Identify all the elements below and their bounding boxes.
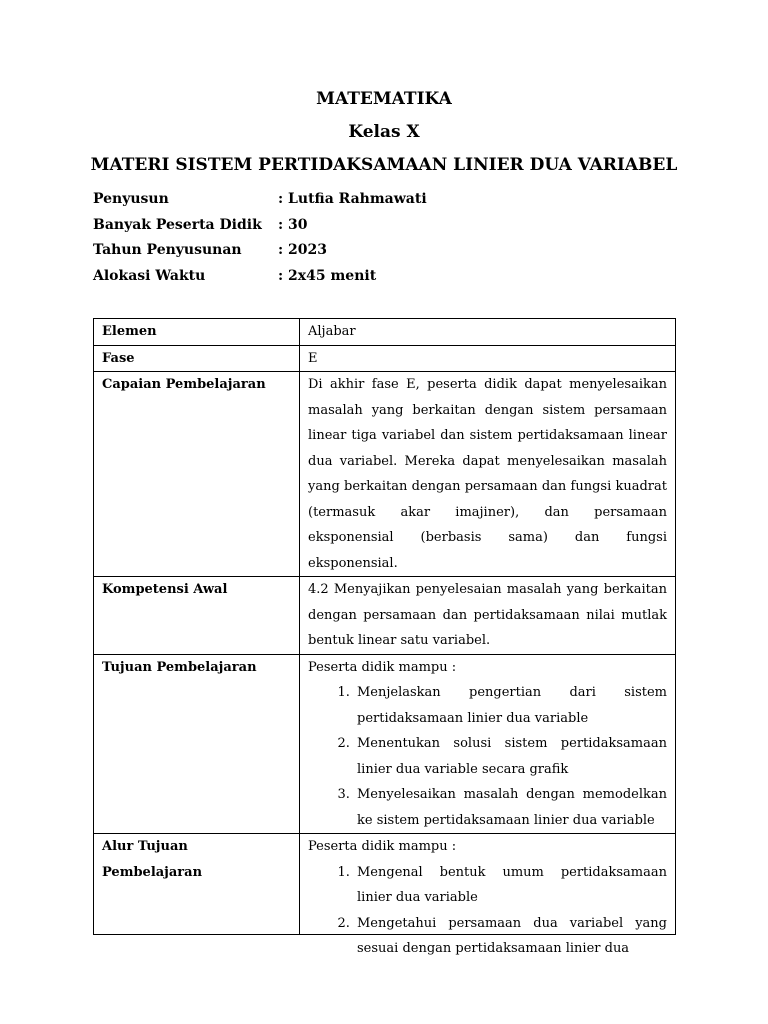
list-item: 1. Mengenal bentuk umum pertidaksamaan linier dua variable [354, 860, 667, 911]
row-value: 4.2 Menyajikan penyelesaian masalah yang berkaitan dengan persamaan dan pertidaksamaan nilai mutlak bentuk linear satu variabel. [300, 577, 676, 655]
row-label: Tujuan Pembelajaran [94, 654, 300, 834]
meta-block [93, 188, 427, 290]
topic-title: MATERI SISTEM PERTIDAKSAMAAN LINIER DUA VARIABEL [90, 155, 678, 175]
table-row [94, 834, 676, 935]
list-item: 2. Menentukan solusi sistem pertidaksamaan linier dua variable secara grafik [354, 731, 667, 782]
meta-row [93, 214, 427, 240]
flow-list [308, 860, 667, 962]
meta-row [93, 188, 427, 214]
row-value [300, 654, 676, 834]
subject-title: MATEMATIKA [316, 89, 452, 109]
table-row [94, 577, 676, 655]
class-title: Kelas X [348, 122, 420, 142]
row-label: Alur Tujuan Pembelajaran [94, 834, 300, 935]
list-intro: Peserta didik mampu : [308, 659, 457, 675]
table-row [94, 319, 676, 346]
meta-label: Tahun Penyusunan [93, 242, 242, 258]
table-row [94, 654, 676, 834]
meta-value: : Lutfia Rahmawati [278, 191, 427, 207]
row-label: Elemen [94, 319, 300, 346]
learning-table [93, 318, 676, 956]
cut-cell [308, 834, 667, 956]
meta-value: : 30 [278, 216, 308, 233]
row-value: Di akhir fase E, peserta didik dapat menyelesaikan masalah yang berkaitan dengan sistem persamaan linear tiga variabel dan sistem pertidaksamaan linear dua variabel. Mereka dapat menyelesaikan masalah yang berkaitan dengan persamaan dan fungsi kuadrat (termasuk akar imajiner), dan persamaan eksponensial (berbasis sama) dan fungsi eksponensial. [300, 372, 676, 577]
list-item: 3. Menyelesaikan masalah dengan memodelkan ke sistem pertidaksamaan linier dua variable [354, 782, 667, 833]
row-value: E [300, 345, 676, 372]
title-block [0, 86, 768, 185]
meta-label: Banyak Peserta Didik [93, 216, 262, 233]
meta-value: : 2023 [278, 242, 328, 258]
table-row [94, 345, 676, 372]
row-value: Aljabar [300, 319, 676, 346]
row-value [300, 834, 676, 956]
row-label: Kompetensi Awal [94, 577, 300, 655]
objective-list [308, 680, 667, 833]
meta-label: Alokasi Waktu [93, 267, 206, 284]
list-item: 2. Mengetahui persamaan dua variabel yang sesuai dengan pertidaksamaan linier dua [354, 911, 667, 962]
meta-label: Penyusun [93, 191, 169, 207]
row-label: Capaian Pembelajaran [94, 372, 300, 577]
meta-value: : 2x45 menit [278, 267, 377, 284]
meta-row [93, 265, 427, 291]
meta-row [93, 239, 427, 265]
row-label: Fase [94, 345, 300, 372]
list-item: 1. Menjelaskan pengertian dari sistem pertidaksamaan linier dua variable [354, 680, 667, 731]
table-row [94, 372, 676, 577]
list-intro: Peserta didik mampu : [308, 839, 457, 854]
